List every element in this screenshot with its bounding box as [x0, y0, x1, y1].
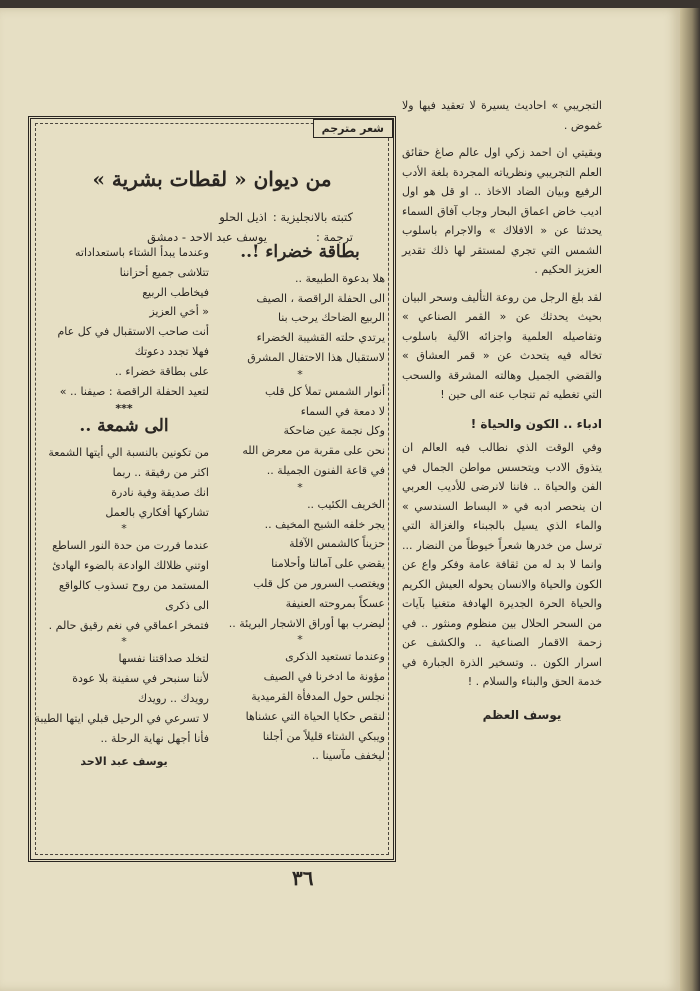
poem-line: لا تسرعي في الرحيل قبلي ايتها الطيبة: [34, 711, 209, 725]
translator-name: يوسف عبد الاحد - دمشق: [147, 230, 267, 244]
poem-line: فهلا تجدد دعوتك: [134, 344, 209, 358]
poem-line: نحن على مقربة من معرض الله: [242, 444, 385, 458]
poem-line: ويغتصب السرور من كل قلب: [253, 576, 385, 590]
essay-signature: يوسف العظم: [482, 707, 562, 722]
poem-line: عندما فررت من حدة النور الساطع: [52, 539, 209, 553]
stanza-separator: *: [121, 635, 127, 649]
poem-line: ليضرب بها أوراق الاشجار البريئة ..: [228, 616, 385, 630]
essay-paragraph: التجريبي » احاديث يسيرة لا تعقيد فيها ولا غموض .: [402, 99, 602, 132]
poem-line: « أخي العزيز: [149, 305, 209, 319]
translated-label: ترجمة :: [316, 230, 353, 244]
poem-title: الى شمعة ..: [79, 416, 169, 437]
poem-green-card: [215, 243, 385, 766]
poem-line: ليخفف مآسينا ..: [311, 749, 385, 763]
document-page: [0, 8, 680, 991]
credits: [147, 207, 353, 247]
section-tag: شعر مترجم: [313, 119, 393, 138]
poem-line: حزيناً كالشمس الآفلة: [289, 537, 385, 551]
poem-line: لا دمعة في السماء: [300, 404, 385, 418]
translated-poetry-box: [28, 116, 396, 862]
poem-line: أنوار الشمس تملأ كل قلب: [264, 384, 385, 398]
poem-line: عسكاً بمروحته العنيفة: [285, 596, 385, 610]
section-stars: ***: [115, 402, 133, 416]
poem-line: لتخلد صداقتنا نفسها: [118, 652, 209, 666]
stanza-separator: *: [121, 522, 127, 536]
collection-title: من ديوان « لقطات بشرية »: [92, 167, 332, 191]
stanza-separator: *: [297, 367, 303, 381]
poem-line: اكثر من رفيقة .. ربما: [112, 465, 209, 479]
poem-line: من تكونين بالنسبة الي أيتها الشمعة: [48, 446, 209, 460]
poem-lines: [39, 243, 209, 401]
poem-line: تتلاشى جميع أحزاننا: [119, 265, 209, 279]
essay-paragraph: وفي الوقت الذي نطالب فيه العالم ان يتذوق الادب ويتحسس مواطن الجمال في الفن والحياة .. فاننا لانرضى للأديب العربي ان ينحصر ادبه في « البساط السندسي » والماء الذي يسيل بالجبناء والغزالة التي ترسل من خدرها شعراً خيوطاً من النضار ... وانما لا بد له من ثقافة عامة وفكر واع عن الكون والحياة والانسان يحوله العيش الكريم والحياة الحرة الجديرة الهادفة متغنيا بآيات من السحر الحلال بين منظوم ومنثور .. في زحمة الاقمار الصناعية .. والكشف عن اسرار الكون .. وتسخير الذرة الجبارة في خدمة الحق والبناء والسلام . !: [402, 441, 602, 688]
poem-line: اوتني ظلالك الوادعة بالضوء الهادئ: [52, 559, 209, 573]
essay-heading: ادباء .. الكون والحياة !: [470, 416, 602, 431]
poem-line: المستمد من روح تسذوب كالواقع: [58, 578, 209, 592]
poem-candle: [34, 243, 209, 772]
stanza-separator: *: [297, 633, 303, 647]
poem-signature: يوسف عبد الاحد: [80, 755, 168, 769]
poem-line: مؤونة ما ادخرنا في الصيف: [263, 670, 385, 684]
poem-line: وعندما يبدأ الشتاء باستعداداته: [75, 246, 209, 259]
poem-line: الخريف الكئيب ..: [307, 497, 385, 511]
stanza-separator: *: [297, 480, 303, 494]
poem-line: يجر خلفه الشبح المخيف ..: [264, 517, 385, 531]
poem-line: لنقص حكايا الحياة التي عشناها: [245, 709, 385, 723]
written-label: كتبته بالانجليزية :: [272, 210, 353, 224]
poem-lines: [34, 443, 209, 748]
poem-lines: [215, 269, 385, 766]
poem-line: فتمخر اعماقي في نغم رقيق حالم .: [48, 618, 209, 632]
poem-line: فأنا أجهل نهاية الرحلة ..: [100, 731, 209, 745]
poem-line: على بطاقة خضراء ..: [114, 364, 209, 378]
essay-paragraph: لقد بلغ الرجل من روعة التأليف وسحر البيان بحيث يحدثك عن « القمر الصناعي » وتفاصيله العلمية واجزائه الآلية باسلوب تخاله فيه يتحدث عن « قمر العشاق » والقضي الجميل وهالته المشرقة والسحب التي تغطيه ثم تنجاب عنه الى حين !: [402, 290, 602, 401]
poem-line: في قاعة الفنون الجميلة ..: [266, 463, 385, 477]
poem-line: أنت صاحب الاستقبال في كل عام: [57, 325, 209, 339]
poem-line: ويبكي الشتاء قليلاً من أجلنا: [262, 729, 385, 743]
page-edge: [680, 8, 700, 991]
poem-line: انك صديقة وفية نادرة: [111, 485, 209, 499]
essay-column: [402, 96, 602, 725]
poem-line: فيخاطب الربيع: [142, 285, 209, 299]
poem-line: رويدك .. رويدك: [137, 691, 209, 705]
poem-line: نجلس حول المدفأة القرميدية: [251, 689, 385, 703]
poem-line: لاستقبال هذا الاحتفال المشرق: [247, 350, 385, 364]
essay-paragraph: وبقيتي ان احمد زكي اول عالم صاغ حقائق العلم التجريبي ونظرياته المجردة بلغة الأدب الرفيع وبيان الضاد الاخاذ .. او قل هو اول اديب خاض اعماق البحار وجاب آفاق السماء يحدثنا عن « الافلاك » والاجرام باسلوب الشمس التي تجري لمستقر لها ذلك تقدير العزيز الحكيم .: [402, 146, 602, 276]
poem-line: الى ذكرى: [165, 598, 209, 612]
poem-line: يقضي على آمالنا وأحلامنا: [271, 557, 385, 571]
poem-line: الى الحفلة الراقصة ، الصيف: [256, 291, 385, 305]
poem-line: الربيع الضاحك يرحب بنا: [277, 311, 385, 325]
poem-line: وكل نجمة عين ضاحكة: [283, 424, 385, 438]
author-name: اذيل الحلو: [219, 210, 267, 224]
poem-line: يرتدي حلته القشيبة الخضراء: [256, 331, 385, 345]
poem-line: هلا بدعوة الطبيعة ..: [295, 271, 385, 285]
poem-line: لتعيد الحفلة الراقصة : صيفنا .. »: [59, 384, 209, 398]
page-number: ٣٦: [292, 866, 314, 890]
poem-line: لأننا سنبحر في سفينة بلا عودة: [72, 672, 209, 686]
poem-title: بطاقة خضراء !..: [240, 242, 360, 262]
poem-line: وعندما تستعيد الذكرى: [285, 650, 385, 664]
poem-line: تشاركها أفكاري بالعمل: [105, 505, 209, 519]
